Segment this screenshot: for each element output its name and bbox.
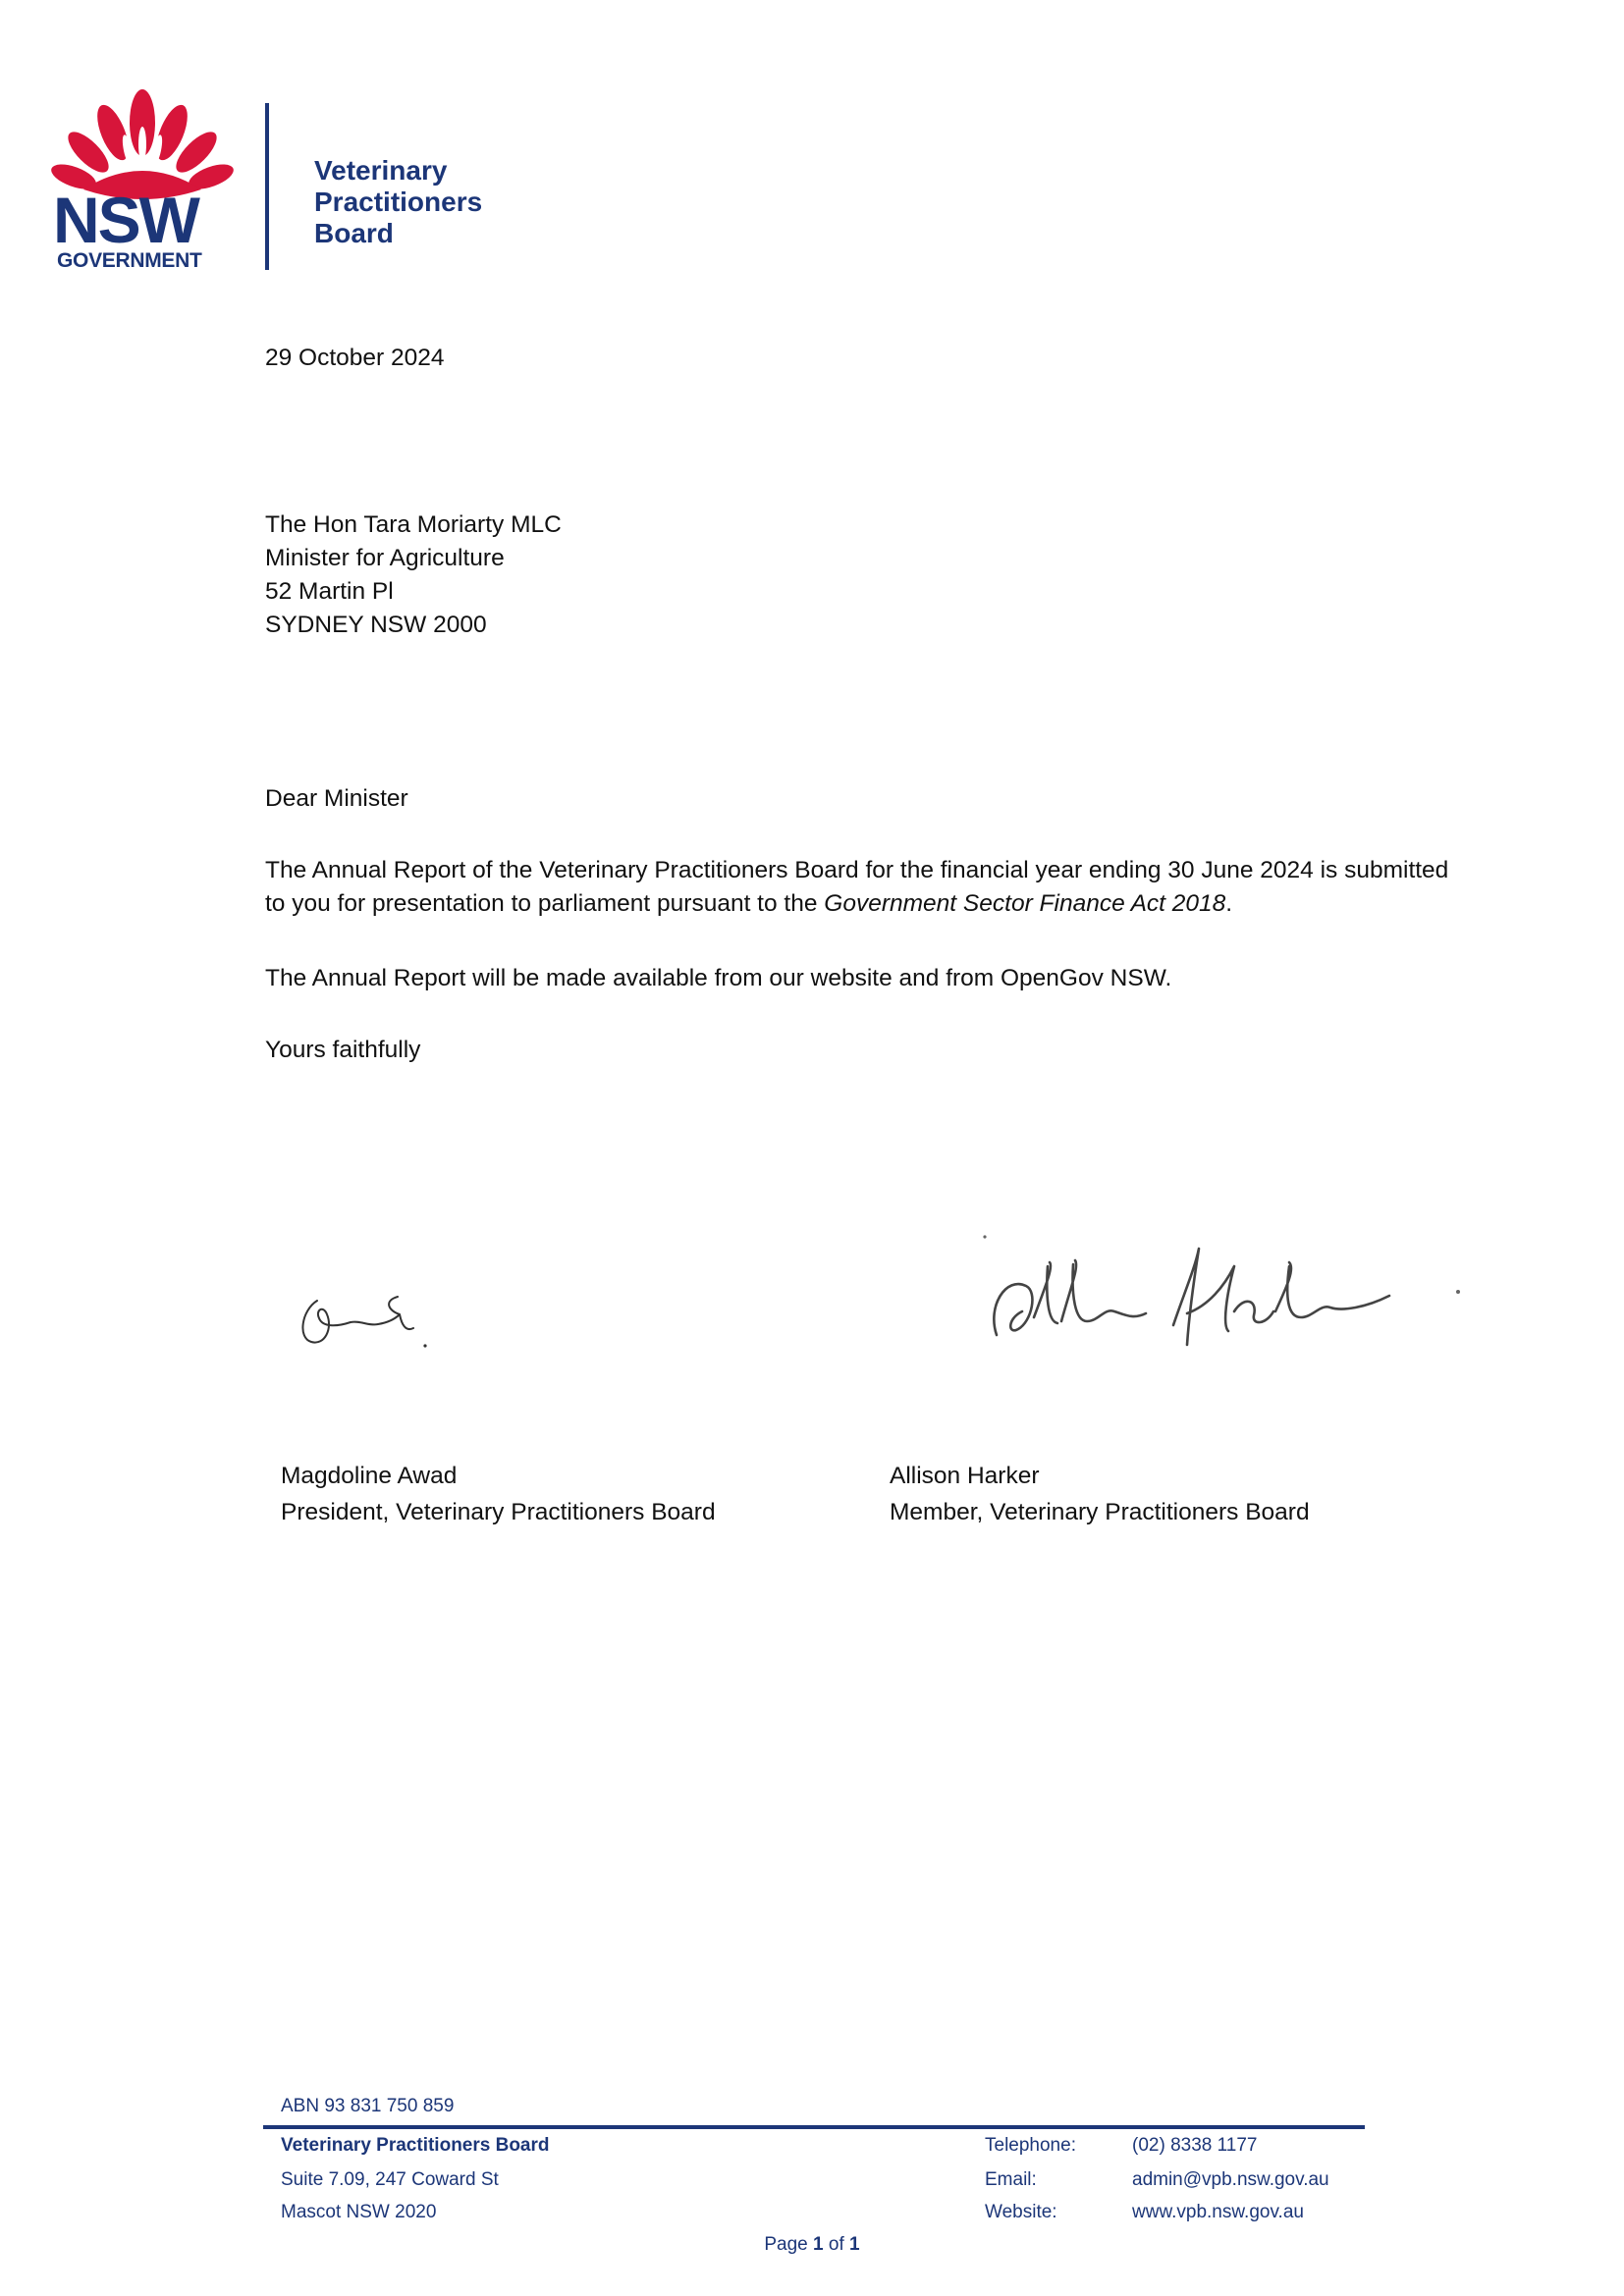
signatory-name: Allison Harker [890,1463,1040,1489]
government-wordmark: GOVERNMENT [57,249,202,272]
act-title: Government Sector Finance Act 2018 [824,890,1226,917]
nsw-wordmark: NSW [53,184,198,256]
body-paragraph-2: The Annual Report will be made available from our website and from OpenGov NSW. [265,965,1172,991]
recipient-street: 52 Martin Pl [265,578,394,605]
salutation: Dear Minister [265,785,408,812]
footer-email[interactable]: admin@vpb.nsw.gov.au [1132,2169,1329,2190]
page-total: 1 [849,2234,860,2255]
footer-email-label: Email: [985,2169,1037,2190]
footer-rule [263,2125,1365,2129]
org-title-line: Veterinary [314,155,448,186]
signature-harker [977,1227,1478,1355]
body-paragraph-1 [265,854,1453,921]
recipient-city: SYDNEY NSW 2000 [265,612,487,638]
recipient-address [265,508,562,642]
page-number [0,2234,1624,2256]
page-of: of [828,2234,844,2255]
footer-address-line-2: Mascot NSW 2020 [281,2202,437,2222]
paragraph-text: The Annual Report of the Veterinary Practitioners Board for the financial year ending 30 June 2024 is submitted to you for presentation to parliament pursuant to the [265,857,1449,917]
footer-website-label: Website: [985,2202,1057,2222]
header-divider [265,103,269,270]
paragraph-end: . [1225,890,1233,917]
signatory-1 [281,1458,716,1530]
page-word: Page [764,2234,808,2255]
footer-website[interactable]: www.vpb.nsw.gov.au [1132,2202,1304,2222]
signatory-2 [890,1458,1310,1530]
page-current: 1 [813,2234,824,2255]
signatory-name: Magdoline Awad [281,1463,458,1489]
footer-org-name: Veterinary Practitioners Board [281,2135,550,2156]
org-title-line: Board [314,218,394,248]
recipient-name: The Hon Tara Moriarty MLC [265,511,562,538]
letter-date: 29 October 2024 [265,345,445,371]
signatory-title: President, Veterinary Practitioners Board [281,1499,716,1525]
signature-awad [290,1271,457,1360]
org-title [314,155,482,249]
closing: Yours faithfully [265,1037,421,1063]
recipient-position: Minister for Agriculture [265,545,505,571]
signatory-title: Member, Veterinary Practitioners Board [890,1499,1310,1525]
footer-address-line-1: Suite 7.09, 247 Coward St [281,2169,499,2190]
org-title-line: Practitioners [314,187,483,217]
footer-abn: ABN 93 831 750 859 [281,2096,455,2116]
footer-telephone-label: Telephone: [985,2135,1076,2156]
footer-telephone: (02) 8338 1177 [1132,2135,1258,2156]
nsw-government-logo [49,83,236,280]
